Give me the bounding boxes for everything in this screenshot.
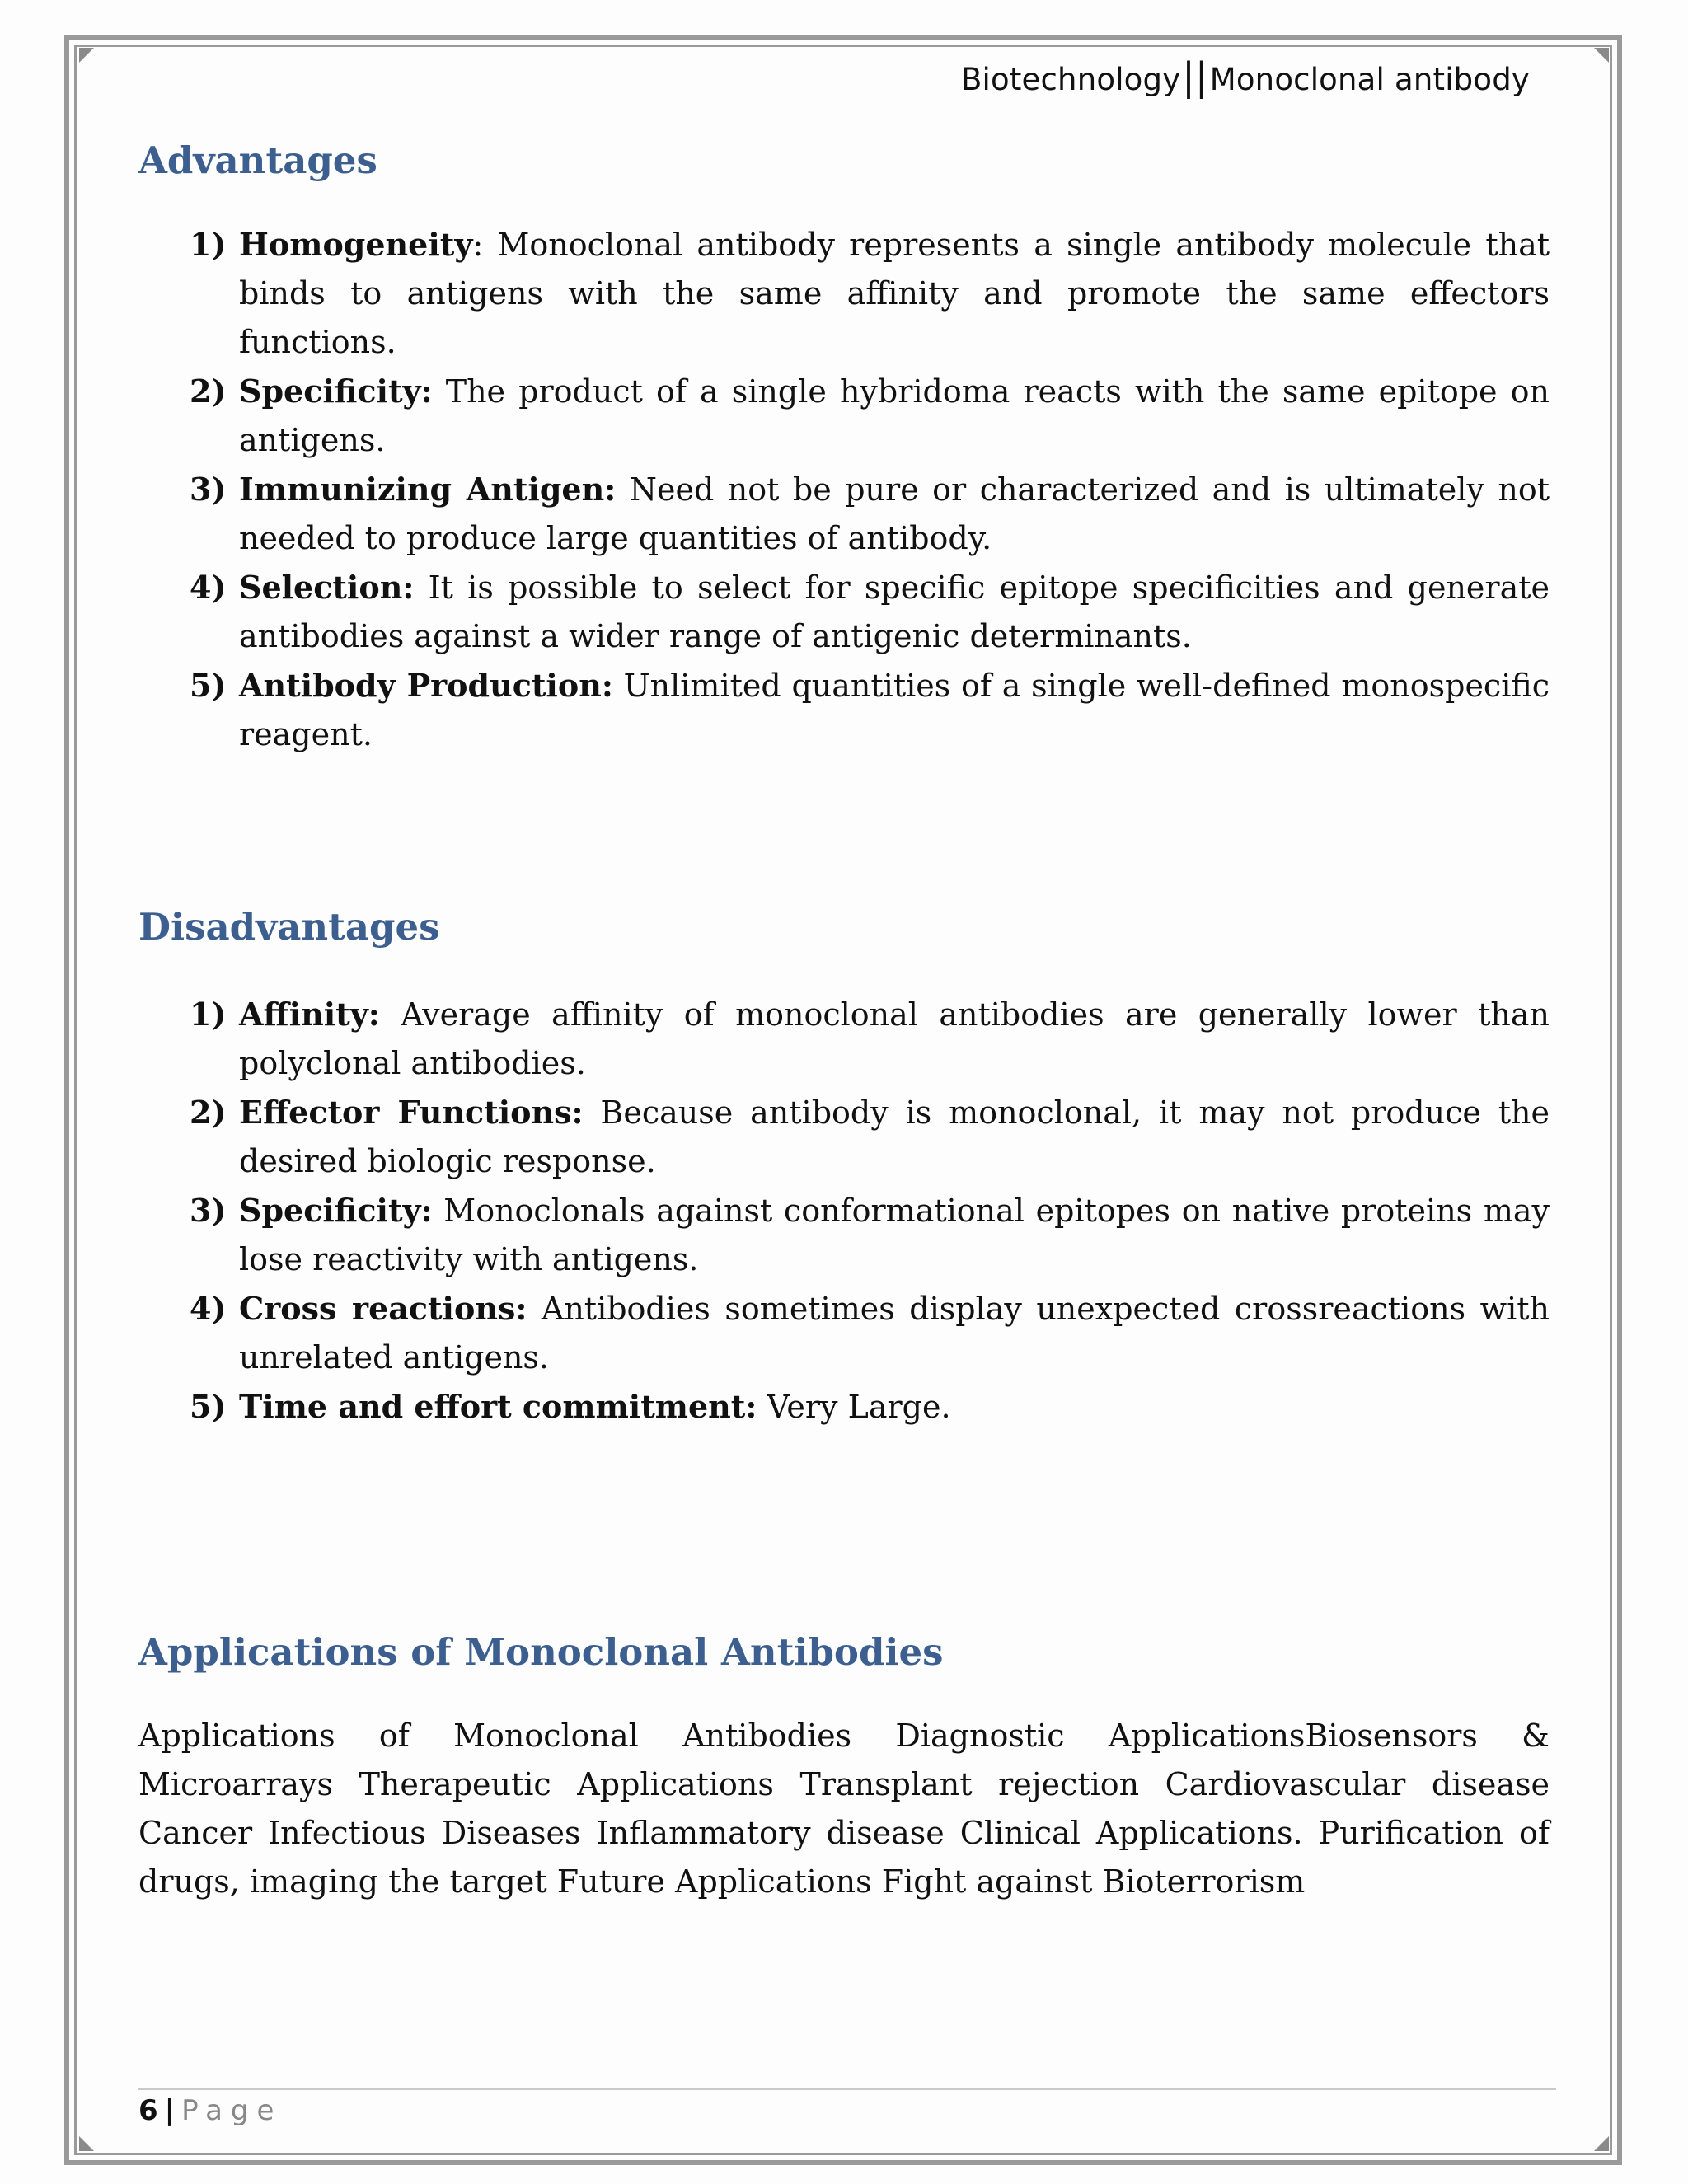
footer-divider xyxy=(138,2088,1556,2090)
item-text: Because antibody is monoclonal, it may not produce the desired biologic response. xyxy=(239,1094,1550,1179)
list-item xyxy=(138,1284,1550,1382)
running-header xyxy=(961,54,1530,99)
item-term: Specificity: xyxy=(239,373,433,410)
item-text: Need not be pure or characterized and is ultimately not needed to produce large quantities of antibody. xyxy=(239,471,1550,556)
item-text: The product of a single hybridoma reacts with the same epitope on antigens. xyxy=(239,373,1550,458)
item-number: 4) xyxy=(190,569,227,606)
item-number: 5) xyxy=(190,1388,227,1425)
list-item xyxy=(138,1088,1550,1186)
applications-section xyxy=(138,1630,1550,1906)
disadvantages-section xyxy=(138,905,1550,1432)
item-term: Effector Functions: xyxy=(239,1094,584,1131)
corner-ornament-bottom-left xyxy=(79,2136,94,2151)
item-text: It is possible to select for specific epitope specificities and generate antibodies against a wider range of antigenic determinants. xyxy=(239,569,1550,654)
item-text: Very Large. xyxy=(757,1389,951,1425)
page-footer xyxy=(138,2094,282,2127)
disadvantages-heading: Disadvantages xyxy=(138,905,440,949)
item-term: Affinity: xyxy=(239,996,380,1033)
list-item xyxy=(138,1382,1550,1432)
item-number: 5) xyxy=(190,667,227,704)
item-text: : Monoclonal antibody represents a single antibody molecule that binds to antigens with the same affinity and promote the same effectors functions. xyxy=(239,227,1550,360)
header-subject: Biotechnology xyxy=(960,62,1181,97)
item-text: Unlimited quantities of a single well-defined monospecific reagent. xyxy=(239,668,1550,752)
item-number: 1) xyxy=(190,226,227,263)
list-item xyxy=(138,563,1550,661)
applications-heading: Applications of Monoclonal Antibodies xyxy=(138,1630,944,1674)
list-item xyxy=(138,465,1550,563)
item-text: Antibodies sometimes display unexpected crossreactions with unrelated antigens. xyxy=(239,1291,1550,1376)
page-number: 6 xyxy=(138,2094,158,2127)
advantages-section xyxy=(138,138,1550,759)
corner-ornament-top-right xyxy=(1594,48,1609,63)
advantages-list xyxy=(138,220,1550,759)
list-item xyxy=(138,990,1550,1088)
item-term: Cross reactions: xyxy=(239,1290,528,1327)
footer-bar: | xyxy=(164,2094,176,2127)
page-label: Page xyxy=(181,2094,283,2127)
item-text: Average affinity of monoclonal antibodies are generally lower than polyclonal antibodies. xyxy=(239,996,1550,1081)
list-item xyxy=(138,661,1550,759)
item-number: 3) xyxy=(190,1192,227,1229)
list-item xyxy=(138,220,1550,367)
applications-paragraph: Applications of Monoclonal Antibodies Diagnostic ApplicationsBiosensors & Microarrays Therapeutic Applications Transplant rejection Cardiovascular disease Cancer Infectious Diseases Inflammatory disease Clinical Applications. Purification of drugs, imaging the target Future Applications Fight against Bioterrorism xyxy=(138,1718,1550,1900)
corner-ornament-top-left xyxy=(79,48,94,63)
item-number: 4) xyxy=(190,1290,227,1327)
item-term: Specificity: xyxy=(239,1192,433,1229)
item-number: 1) xyxy=(190,996,227,1033)
header-separator: || xyxy=(1182,54,1208,99)
item-term: Time and effort commitment: xyxy=(239,1388,757,1425)
item-number: 3) xyxy=(190,471,227,508)
advantages-heading: Advantages xyxy=(138,138,377,182)
item-number: 2) xyxy=(190,373,227,410)
item-text: Monoclonals against conformational epitopes on native proteins may lose reactivity with antigens. xyxy=(239,1193,1550,1277)
list-item xyxy=(138,367,1550,465)
item-term: Homogeneity xyxy=(239,226,473,263)
item-term: Immunizing Antigen: xyxy=(239,471,617,508)
item-term: Selection: xyxy=(239,569,415,606)
header-topic: Monoclonal antibody xyxy=(1209,62,1530,97)
corner-ornament-bottom-right xyxy=(1594,2136,1609,2151)
item-term: Antibody Production: xyxy=(239,667,613,704)
disadvantages-list xyxy=(138,990,1550,1432)
item-number: 2) xyxy=(190,1094,227,1131)
list-item xyxy=(138,1186,1550,1284)
